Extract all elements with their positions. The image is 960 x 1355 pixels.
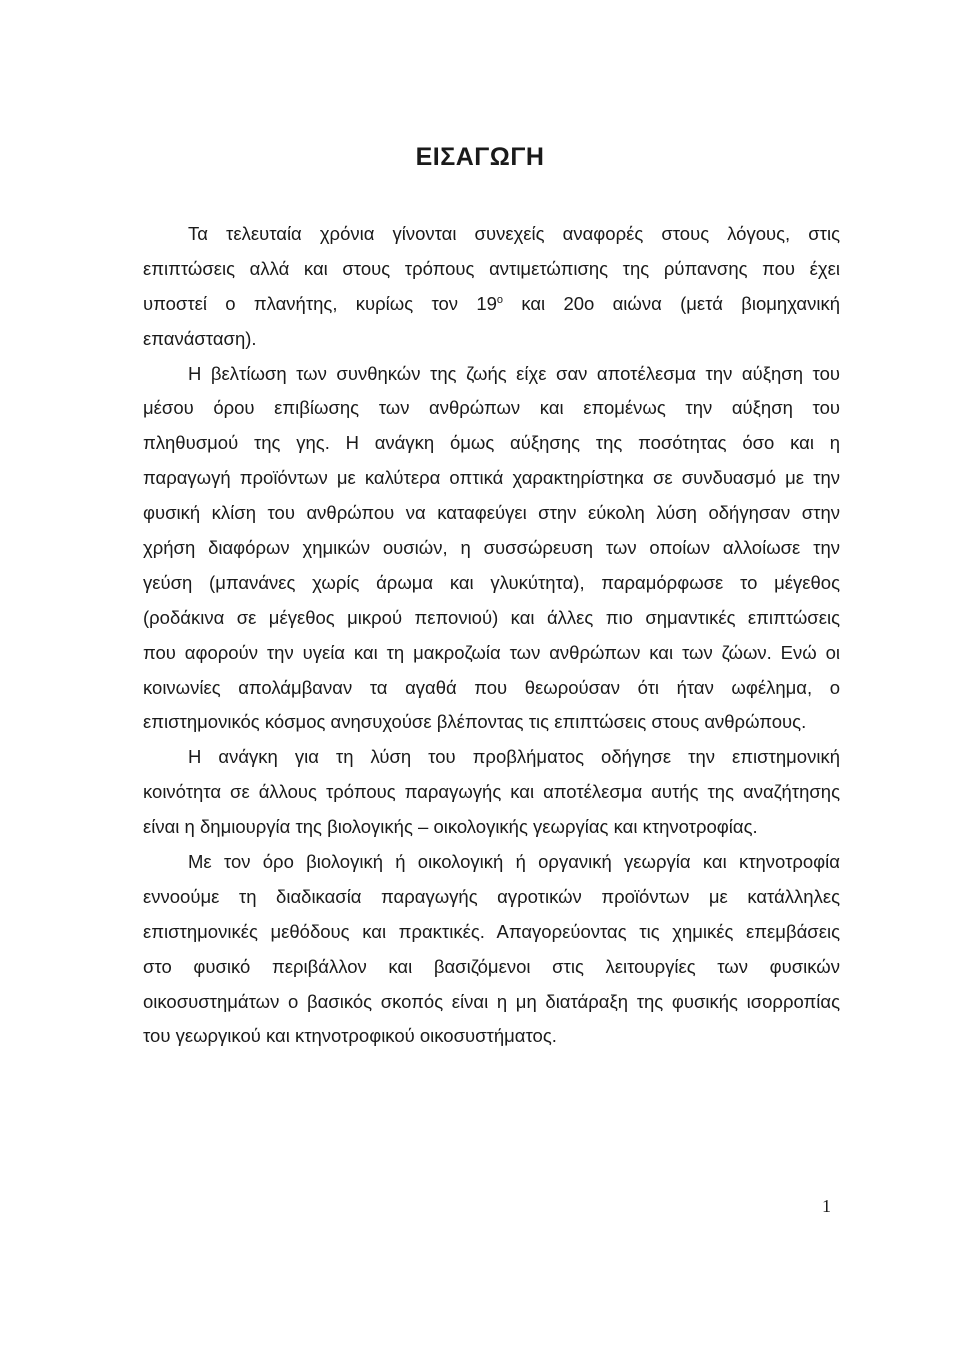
text-line [143,287,840,322]
text-line: Με τον όρο βιολογική ή οικολογική ή οργανική γεωργία και κτηνοτροφία [188,851,840,873]
body-text [143,217,840,1054]
text-line: (ροδάκινα σε μέγεθος μικρού πεπονιού) και άλλες πιο σημαντικές επιπτώσεις [143,606,840,628]
text-line: είναι η δημιουργία της βιολογικής – οικολογικής γεωργίας και κτηνοτροφίας. [143,816,758,838]
page-title: ΕΙΣΑΓΩΓΗ [415,143,545,171]
text-line: γεύση (μπανάνες χωρίς άρωμα και γλυκύτητα), παραμόρφωσε το μέγεθος [143,571,840,593]
text-segment: υποστεί ο πλανήτης, κυρίως τον 19 [143,292,497,314]
text-line: στο φυσικό περιβάλλον και βασιζόμενοι στις λειτουργίες των φυσικών [143,955,840,977]
text-line: Η ανάγκη για τη λύση του προβλήματος οδήγησε την επιστημονική [188,746,840,768]
text-line: παραγωγή προϊόντων με καλύτερα οπτικά χαρακτηρίστηκα σε συνδυασμό με την [143,467,840,489]
text-line: πληθυσμού της γης. Η ανάγκη όμως αύξησης της ποσότητας όσο και η [143,432,840,454]
text-line: Τα τελευταία χρόνια γίνονται συνεχείς αναφορές στους λόγους, στις [188,223,840,244]
text-line: επανάσταση). [143,327,257,349]
text-line: επιστημονικές μεθόδους και πρακτικές. Απαγορεύοντας τις χημικές επεμβάσεις [143,920,840,942]
superscript: ο [496,293,504,306]
text-line: του γεωργικού και κτηνοτροφικού οικοσυστήματος. [143,1025,557,1047]
text-line: κοινωνίες απολάμβαναν τα αγαθά που θεωρούσαν ότι ήταν ωφέλημα, ο [143,676,840,698]
text-line: που αφορούν την υγεία και τη μακροζωία των ανθρώπων και των ζώων. Ενώ οι [143,641,840,663]
text-line: επιπτώσεις αλλά και στους τρόπους αντιμετώπισης της ρύπανσης που έχει [143,257,840,279]
page-number: 1 [822,1196,831,1216]
text-segment: και 20ο αιώνα (μετά βιομηχανική [503,292,840,314]
text-line: επιστημονικός κόσμος ανησυχούσε βλέποντας τις επιπτώσεις στους ανθρώπους. [143,711,807,733]
text-line: χρήση διαφόρων χημικών ουσιών, η συσσώρευση των οποίων αλλοίωσε την [143,537,840,559]
text-line: κοινότητα σε άλλους τρόπους παραγωγής και αποτέλεσμα αυτής της αναζήτησης [143,781,840,803]
text-line: Η βελτίωση των συνθηκών της ζωής είχε σαν αποτέλεσμα την αύξηση του [188,362,840,384]
text-line: μέσου όρου επιβίωσης των ανθρώπων και επομένως την αύξηση του [143,397,840,419]
text-line: οικοσυστημάτων ο βασικός σκοπός είναι η μη διατάραξη της φυσικής ισορροπίας [143,990,840,1012]
text-line: εννοούμε τη διαδικασία παραγωγής αγροτικών προϊόντων με κατάλληλες [143,885,840,907]
text-line: φυσική κλίση του ανθρώπου να καταφεύγει στην εύκολη λύση οδήγησαν στην [143,502,840,524]
